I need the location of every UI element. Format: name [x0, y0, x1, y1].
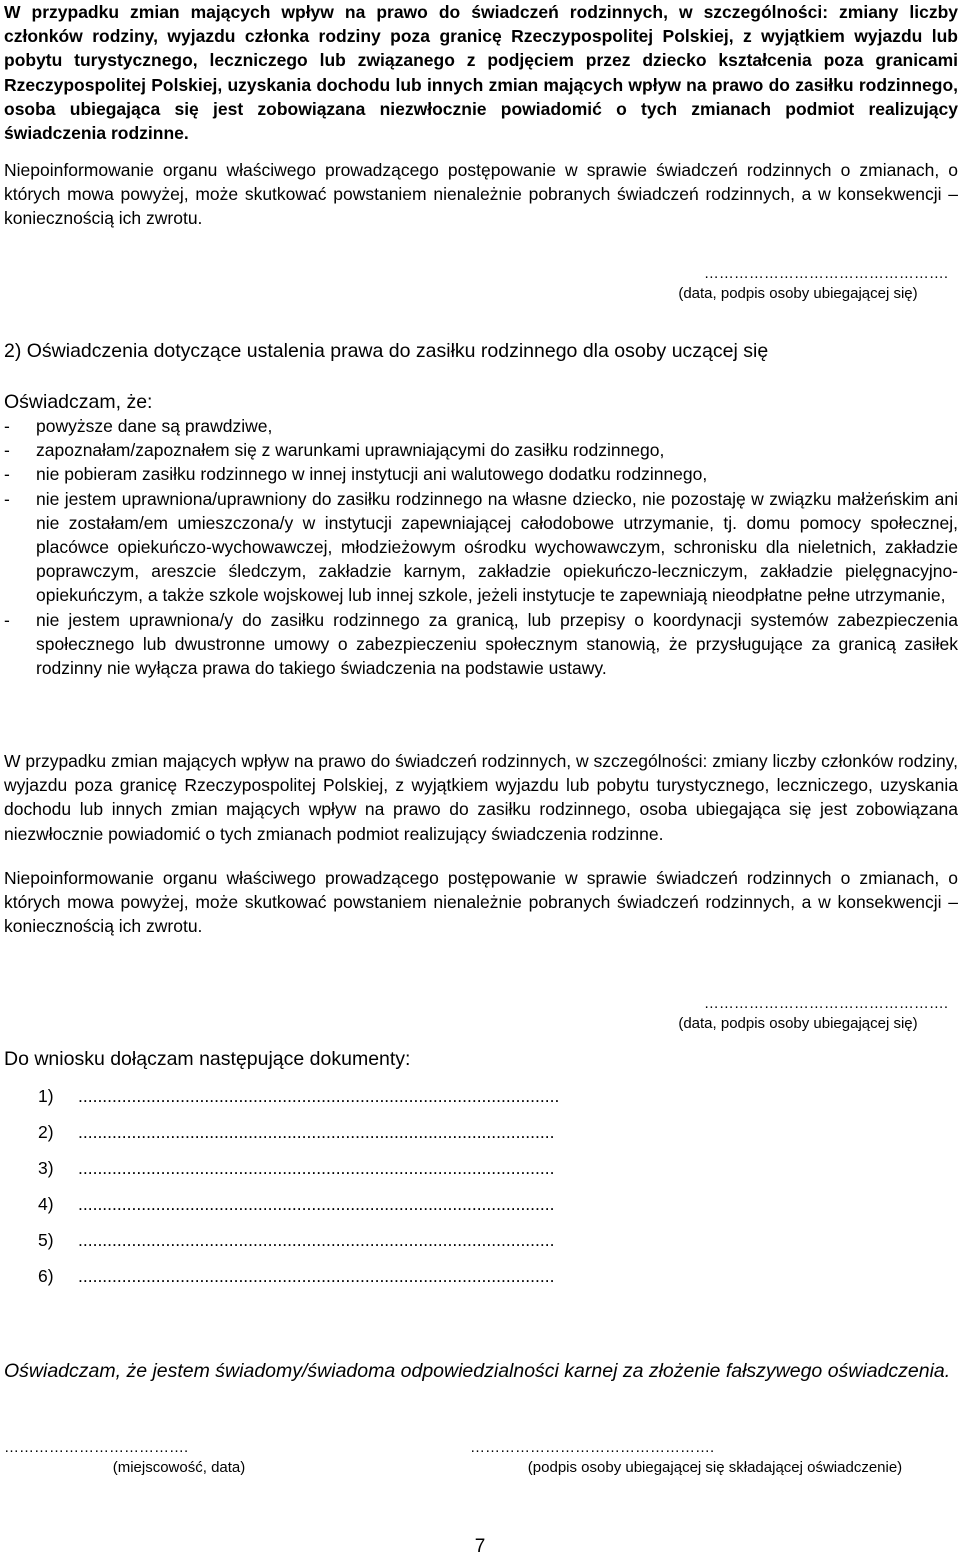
- final-signature-line: ………………………………………….: [470, 1439, 715, 1456]
- declarations-list: [4, 414, 958, 680]
- place-date-block: [4, 1438, 354, 1478]
- declaration-text: nie pobieram zasiłku rodzinnego w innej instytucji ani walutowego dodatku rodzinnego,: [36, 464, 708, 485]
- list-item: [4, 608, 958, 681]
- list-item: [4, 462, 958, 486]
- notice-paragraph-2: W przypadku zmian mających wpływ na prawo do świadczeń rodzinnych, w szczególności: zmiany liczby członków rodziny, wyjazdu poza granicę Rzeczypospolitej Polskiej, z wyjątkiem wyjazdu lub pobytu turystycznego, leczniczego, uzyskania dochodu lub innych zmian mających wpływ na prawo do zasiłku rodzinnego, osoba ubiegająca się jest zobowiązana niezwłocznie powiadomić o tych zmianach podmiot realizujący świadczenia rodzinne.: [4, 751, 958, 844]
- attachment-item: [38, 1156, 858, 1192]
- declaration-text: powyższe dane są prawdziwe,: [36, 416, 273, 436]
- attachment-item: [38, 1264, 858, 1300]
- declaration-text: nie jestem uprawniona/uprawniony do zasiłku rodzinnego na własne dziecko, nie pozostaję w związku małżeńskim ani nie zostałam/em umieszczona/y w instytucji zapewniającej całodobowe utrzymanie, tj. domu pomocy społecznej, placówce opiekuńczo-wychowawczej, młodzieżowym ośrodku wychowawczym, schronisku dla nieletnich, zakładzie poprawczym, areszcie śledczym, zakładzie karnym, zakładzie opiekuńczo-leczniczym, zakładzie pielęgnacyjno-opiekuńczym, a także szkole wojskowej lub innej szkole, jeżeli instytucje te zapewniają nieodpłatne pełne utrzymanie,: [36, 488, 958, 606]
- attachment-number: 6): [38, 1266, 54, 1286]
- attachment-number: 1): [38, 1086, 54, 1106]
- list-item: [4, 414, 958, 438]
- attachment-number: 2): [38, 1122, 54, 1142]
- dash-bullet: -: [4, 464, 10, 485]
- signature-caption: (data, podpis osoby ubiegającej się): [678, 1015, 918, 1032]
- attachment-blank: ..................................................................................................: [78, 1158, 555, 1178]
- attachment-item: [38, 1084, 858, 1120]
- attachment-blank: ..................................................................................................: [78, 1230, 555, 1250]
- warning-paragraph-2: Niepoinformowanie organu właściwego prowadzącego postępowanie w sprawie świadczeń rodzinnych o zmianach, o których mowa powyżej, może skutkować powstaniem nienależnie pobranych świadczeń rodzinnych, a w konsekwencji – koniecznością ich zwrotu.: [4, 868, 958, 937]
- attachment-number: 5): [38, 1230, 54, 1250]
- attachment-number: 4): [38, 1194, 54, 1214]
- signature-line: ………………………………………….: [703, 265, 948, 282]
- attachments-title: Do wniosku dołączam następujące dokumenty:: [4, 1048, 411, 1070]
- attachment-item: [38, 1120, 858, 1156]
- place-date-caption: (miejscowość, data): [112, 1459, 246, 1476]
- declaration-text: nie jestem uprawniona/y do zasiłku rodzinnego za granicą, lub przepisy o koordynacji systemów zabezpieczenia społecznego lub dwustronne umowy o zabezpieczeniu społecznym stanowią, że przysługujące za granicą zasiłek rodzinny nie wyłącza prawa do takiego świadczenia na podstawie ustawy.: [36, 609, 958, 679]
- dash-bullet: -: [4, 609, 10, 630]
- place-date-line: ……………………………….: [4, 1439, 189, 1456]
- dash-bullet: -: [4, 416, 10, 436]
- attachment-blank: ...................................................................................................: [78, 1086, 560, 1106]
- attachments-list: [38, 1084, 858, 1300]
- signature-caption: (data, podpis osoby ubiegającej się): [678, 285, 918, 302]
- attachment-item: [38, 1192, 858, 1228]
- attachment-blank: ..................................................................................................: [78, 1266, 555, 1286]
- dash-bullet: -: [4, 440, 10, 461]
- final-signature-block: [470, 1438, 960, 1478]
- notice-paragraph-1: W przypadku zmian mających wpływ na prawo do świadczeń rodzinnych, w szczególności: zmiany liczby członków rodziny, wyjazdu członka rodziny poza granicę Rzeczypospolitej Polskiej, z wyjątkiem wyjazdu lub pobytu turystycznego, leczniczego lub związanego z podjęciem przez dziecko kształcenia poza granicami Rzeczypospolitej Polskiej, uzyskania dochodu lub innych zmian mających wpływ na prawo do zasiłku rodzinnego, osoba ubiegająca się jest zobowiązana niezwłocznie powiadomić o tych zmianach podmiot realizujący świadczenia rodzinne.: [4, 2, 958, 144]
- list-item: [4, 487, 958, 608]
- page-number: 7: [474, 1536, 486, 1557]
- attachment-number: 3): [38, 1158, 54, 1178]
- section-title: 2) Oświadczenia dotyczące ustalenia prawa do zasiłku rodzinnego dla osoby uczącej się: [4, 340, 769, 362]
- signature-block-1: [648, 264, 948, 304]
- declaration-heading: Oświadczam, że:: [4, 391, 153, 413]
- warning-paragraph-1: Niepoinformowanie organu właściwego prowadzącego postępowanie w sprawie świadczeń rodzinnych o zmianach, o których mowa powyżej, może skutkować powstaniem nienależnie pobranych świadczeń rodzinnych, a w konsekwencji – koniecznością ich zwrotu.: [4, 160, 958, 229]
- attachment-item: [38, 1228, 858, 1264]
- final-signature-caption: (podpis osoby ubiegającej się składającej oświadczenie): [527, 1459, 903, 1476]
- dash-bullet: -: [4, 488, 10, 509]
- attachment-blank: ..................................................................................................: [78, 1122, 555, 1142]
- list-item: [4, 438, 958, 462]
- attachment-blank: ..................................................................................................: [78, 1194, 555, 1214]
- declaration-text: zapoznałam/zapoznałem się z warunkami uprawniającymi do zasiłku rodzinnego,: [36, 440, 665, 461]
- final-statement: Oświadczam, że jestem świadomy/świadoma odpowiedzialności karnej za złożenie fałszywego oświadczenia.: [4, 1359, 951, 1382]
- signature-line: ………………………………………….: [703, 995, 948, 1012]
- signature-block-2: [648, 994, 948, 1034]
